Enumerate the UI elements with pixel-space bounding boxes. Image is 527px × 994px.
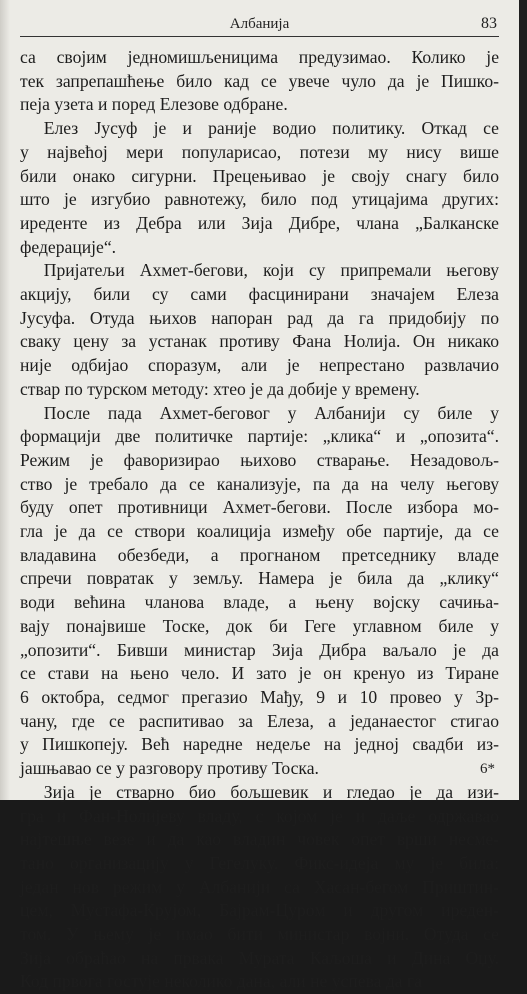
text-line: најтешње везе и да као владин човек опет врши несме-	[20, 829, 499, 850]
text-line: са својим једномишљеницима предузимао. Колико је	[20, 47, 499, 67]
text-line: Пријатељи Ахмет-бегови, који су припремали његову	[43, 260, 499, 281]
page-number: 83	[481, 15, 497, 32]
text-line: спречи повратак у земљу. Намера је била да „клику“	[20, 568, 499, 589]
running-head: Албанија	[229, 16, 290, 32]
text-line: После пада Ахмет-беговог у Албанији су биле у	[43, 402, 499, 423]
text-line: у највећој мери популарисао, потези му нису више	[20, 141, 499, 162]
text-line: Зија обраћао на првака Мурата Каљоша и Дина Оџу.	[20, 947, 499, 968]
signature-mark: 6*	[480, 761, 495, 777]
text-line: буду опет противници Ахмет-бегови. После избора мо-	[20, 497, 499, 518]
text-line: гла је да се створи коалиција између обе партије, да се	[20, 521, 499, 542]
text-line: јашњавао се у разговору противу Тоска.	[20, 758, 319, 779]
text-line: води већина чланова владе, а њену војску сачиња-	[20, 592, 499, 613]
text-line: чану, где се распитивао за Елеза, а једанаестог стигао	[20, 710, 499, 731]
text-line: сваку цену за устанак противу Фана Нолија. Он никако	[20, 331, 499, 352]
text-line: Елез Јусуф је и раније водио политику. Откад се	[43, 118, 499, 139]
paragraph	[20, 781, 499, 994]
text-line: федерације“.	[20, 236, 117, 257]
text-line: што је изгубио равнотежу, било под утицајима других:	[20, 189, 499, 210]
text-line: тано организацију у Гегелуку. Фикс-идеја му је била:	[20, 852, 499, 873]
body-text	[20, 46, 499, 994]
text-line: том. У њему је имао бити министар војни. Отуда се	[20, 924, 499, 945]
text-line: није одбијао споразум, али је непрестано развлачио	[20, 355, 499, 376]
text-line: вају понајвише Тоске, док би Геге углавном биле у	[20, 615, 499, 636]
text-line: акцију, били су сами фасцинирани значајем Елеза	[20, 284, 499, 305]
text-line: цем, Мустафа-Крујом, Бајрам-Цуром и другом иреден-	[20, 900, 499, 921]
text-line: 6 октобра, седмог прегазио Мађу, 9 и 10 провео у Зр-	[20, 686, 499, 707]
text-line: „опозити“. Бивши министар Зија Дибра ваљало је да	[20, 639, 499, 660]
text-line: један нов режим у Албанији са Хасан-бегом Приштин-	[20, 876, 499, 897]
text-line: Јусуфа. Отуда њихов напоран рад да га придобију по	[20, 307, 499, 328]
paragraph	[20, 402, 499, 781]
paragraph	[20, 117, 499, 259]
paragraph	[20, 259, 499, 401]
text-line: у Пишкопеју. Већ наредне недеље на једној свадби из-	[20, 734, 499, 755]
text-line: гра и Фан-Нолијеву владу, с којом је и даље одржавао	[20, 805, 499, 826]
text-line: били онако сигурни. Прецењивао је своју снагу било	[20, 165, 499, 186]
text-line: се стави на њено чело. И зато је он кренуо из Тиране	[20, 663, 499, 684]
text-line: Код првога гостује неколико дана, али не успева да га	[20, 971, 423, 992]
text-line: иреденте из Дебра или Зија Дибре, члана „Балканске	[20, 212, 499, 233]
page-header	[20, 14, 499, 37]
text-line: формацији две политичке партије: „клика“ и „опозита“.	[20, 426, 499, 447]
text-line: владавина обезбеди, а прогнаном претседнику владе	[20, 544, 499, 565]
text-line: ство је требало да се канализује, па да на челу његову	[20, 473, 499, 494]
text-line: пеја узета и поред Елезове одбране.	[20, 94, 288, 115]
text-line: Зија је стварно био бољшевик и гледао је да изи-	[43, 781, 499, 802]
text-line: Режим је фаворизирао њихово стварање. Незадовољ-	[20, 449, 499, 470]
text-line: тек запрепашћење било кад се увече чуло да је Пишко-	[20, 70, 499, 91]
text-line: ствар по турском методу: хтео је да добије у времену.	[20, 378, 420, 399]
paragraph	[20, 46, 499, 117]
